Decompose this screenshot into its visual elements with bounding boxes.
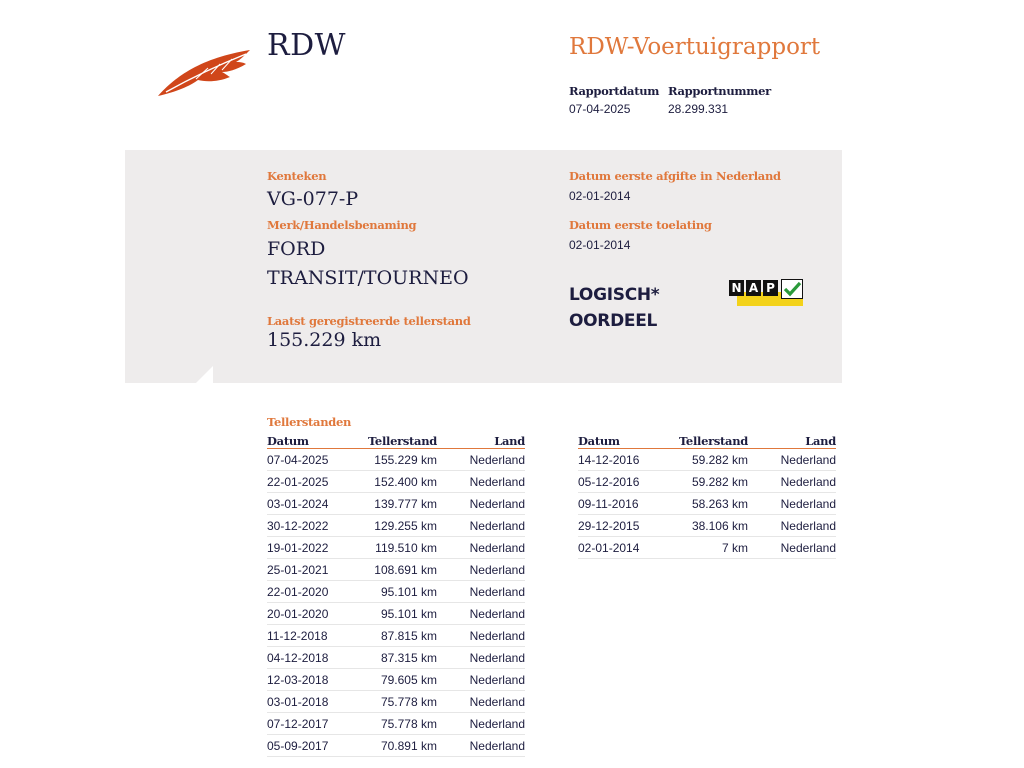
table-row (578, 471, 836, 493)
report-date-label: Rapportdatum (569, 84, 660, 98)
reading-date: 07-04-2025 (267, 449, 362, 471)
reading-odometer: 59.282 km (673, 471, 748, 493)
table-row (267, 625, 525, 647)
reading-odometer: 129.255 km (362, 515, 437, 537)
odometer-verdict (569, 282, 659, 334)
reading-date: 04-12-2018 (267, 647, 362, 669)
reading-country: Nederland (437, 603, 525, 625)
reading-date: 30-12-2022 (267, 515, 362, 537)
table-row (578, 537, 836, 559)
nap-letter-n: N (729, 280, 744, 296)
readings-table-right (578, 434, 836, 559)
reading-odometer: 79.605 km (362, 669, 437, 691)
nap-badge (729, 278, 805, 308)
reading-country: Nederland (748, 537, 836, 559)
reading-date: 29-12-2015 (578, 515, 673, 537)
table-row (578, 493, 836, 515)
table-row (267, 603, 525, 625)
reading-date: 09-11-2016 (578, 493, 673, 515)
first-nl-label: Datum eerste afgifte in Nederland (569, 169, 781, 183)
reading-country: Nederland (748, 493, 836, 515)
vehicle-summary-panel (125, 150, 842, 383)
table-row (267, 449, 525, 471)
col-odometer: Tellerstand (673, 434, 748, 449)
reading-date: 07-12-2017 (267, 713, 362, 735)
reading-odometer: 152.400 km (362, 471, 437, 493)
reading-country: Nederland (437, 449, 525, 471)
verdict-line-2: OORDEEL (569, 311, 658, 331)
reading-country: Nederland (437, 471, 525, 493)
reading-country: Nederland (437, 493, 525, 515)
reading-date: 03-01-2018 (267, 691, 362, 713)
reading-date: 25-01-2021 (267, 559, 362, 581)
reading-country: Nederland (748, 515, 836, 537)
panel-notch-left (125, 366, 142, 383)
reading-odometer: 155.229 km (362, 449, 437, 471)
col-date: Datum (578, 434, 673, 449)
reading-odometer: 58.263 km (673, 493, 748, 515)
reading-date: 05-12-2016 (578, 471, 673, 493)
reading-country: Nederland (437, 625, 525, 647)
reading-odometer: 59.282 km (673, 449, 748, 471)
reading-odometer: 95.101 km (362, 581, 437, 603)
reading-date: 02-01-2014 (578, 537, 673, 559)
reading-date: 12-03-2018 (267, 669, 362, 691)
table-row (267, 581, 525, 603)
report-date: 07-04-2025 (569, 102, 631, 116)
reading-odometer: 7 km (673, 537, 748, 559)
reading-country: Nederland (437, 735, 525, 757)
readings-title: Tellerstanden (267, 415, 352, 429)
panel-notch-right (196, 366, 213, 383)
table-row (267, 493, 525, 515)
table-row (267, 691, 525, 713)
reading-country: Nederland (437, 647, 525, 669)
report-title: RDW-Voertuigrapport (569, 34, 821, 60)
col-country: Land (748, 434, 836, 449)
table-row (578, 515, 836, 537)
reading-date: 19-01-2022 (267, 537, 362, 559)
odometer-label: Laatst geregistreerde tellerstand (267, 314, 471, 328)
table-row (578, 449, 836, 471)
table-row (267, 713, 525, 735)
col-odometer: Tellerstand (362, 434, 437, 449)
make-value: FORD (267, 238, 326, 260)
verdict-line-1: LOGISCH* (569, 285, 660, 305)
reading-date: 05-09-2017 (267, 735, 362, 757)
reading-country: Nederland (437, 515, 525, 537)
first-admission-value: 02-01-2014 (569, 238, 631, 252)
nap-letter-a: A (746, 280, 761, 296)
nap-checkmark-icon (781, 279, 803, 299)
report-number-label: Rapportnummer (668, 84, 771, 98)
reading-country: Nederland (437, 691, 525, 713)
make-label: Merk/Handelsbenaming (267, 218, 417, 232)
reading-country: Nederland (437, 537, 525, 559)
reading-odometer: 70.891 km (362, 735, 437, 757)
brand-name: RDW (267, 28, 346, 63)
reading-odometer: 87.815 km (362, 625, 437, 647)
table-row (267, 559, 525, 581)
reading-country: Nederland (748, 471, 836, 493)
table-row (267, 669, 525, 691)
reading-date: 14-12-2016 (578, 449, 673, 471)
reading-odometer: 139.777 km (362, 493, 437, 515)
reading-odometer: 95.101 km (362, 603, 437, 625)
col-country: Land (437, 434, 525, 449)
report-number: 28.299.331 (668, 102, 729, 116)
reading-date: 20-01-2020 (267, 603, 362, 625)
reading-odometer: 38.106 km (673, 515, 748, 537)
reading-odometer: 87.315 km (362, 647, 437, 669)
odometer-value: 155.229 km (267, 329, 382, 351)
reading-odometer: 75.778 km (362, 713, 437, 735)
reading-date: 11-12-2018 (267, 625, 362, 647)
reading-odometer: 75.778 km (362, 691, 437, 713)
reading-country: Nederland (437, 581, 525, 603)
reading-odometer: 108.691 km (362, 559, 437, 581)
table-row (267, 537, 525, 559)
model-value: TRANSIT/TOURNEO (267, 267, 469, 289)
reading-country: Nederland (748, 449, 836, 471)
reading-date: 22-01-2025 (267, 471, 362, 493)
reading-country: Nederland (437, 713, 525, 735)
table-row (267, 471, 525, 493)
nap-letter-p: P (763, 280, 778, 296)
plate-label: Kenteken (267, 169, 327, 183)
first-admission-label: Datum eerste toelating (569, 218, 712, 232)
rdw-feather-logo-icon (156, 46, 254, 98)
table-row (267, 647, 525, 669)
readings-table-left (267, 434, 525, 757)
table-row (267, 735, 525, 757)
col-date: Datum (267, 434, 362, 449)
reading-date: 22-01-2020 (267, 581, 362, 603)
table-row (267, 515, 525, 537)
reading-date: 03-01-2024 (267, 493, 362, 515)
reading-odometer: 119.510 km (362, 537, 437, 559)
first-nl-value: 02-01-2014 (569, 189, 631, 203)
reading-country: Nederland (437, 669, 525, 691)
reading-country: Nederland (437, 559, 525, 581)
plate-value: VG-077-P (267, 188, 359, 210)
